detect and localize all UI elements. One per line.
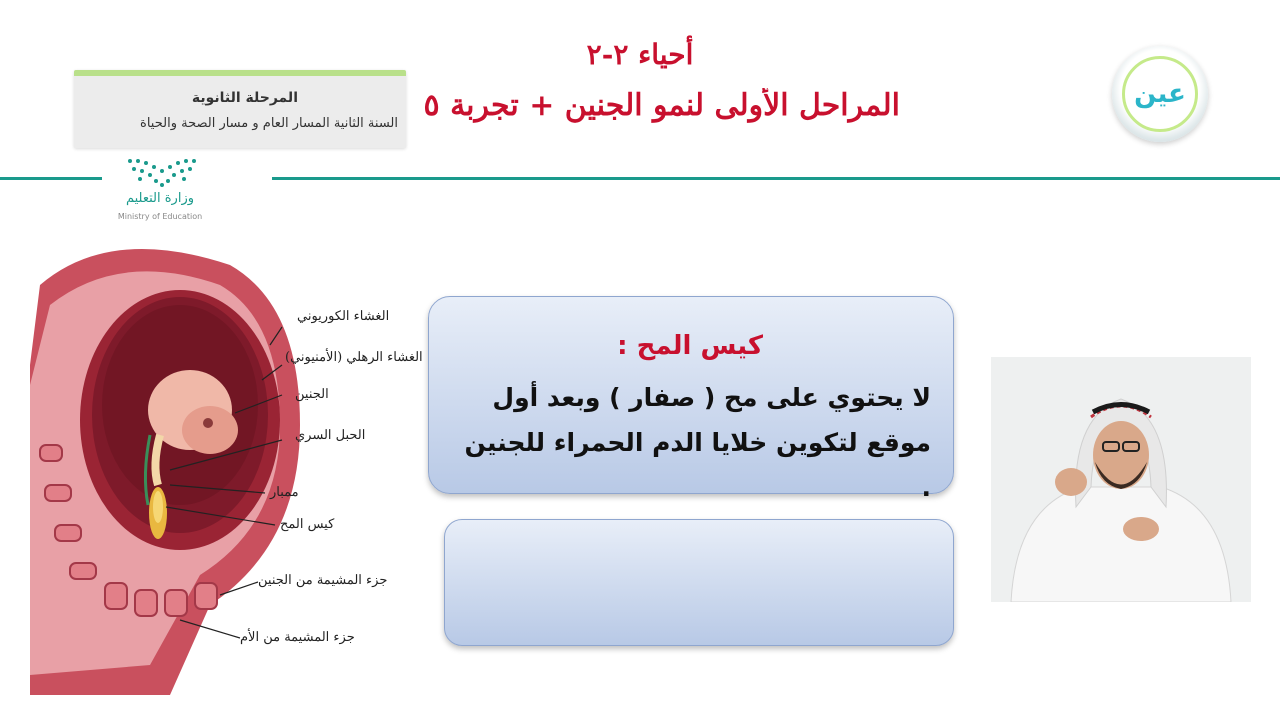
lesson-title: المراحل الأولى لنمو الجنين + تجربة ٥ — [423, 88, 900, 123]
definition-card — [428, 296, 954, 502]
label-yolk-sac: كيس المح — [280, 517, 335, 532]
stage-subtitle: السنة الثانية المسار العام و مسار الصحة والحياة — [140, 116, 398, 131]
ministry-emblem-icon — [110, 155, 210, 189]
card-body: لا يحتوي على مح ( صفار ) وبعد أول موقع لتكوين خلايا الدم الحمراء للجنين . — [464, 383, 931, 502]
embryo-diagram — [30, 245, 423, 695]
empty-card — [444, 519, 954, 646]
presenter-video — [991, 357, 1251, 602]
label-chorion: الغشاء الكوريوني — [297, 309, 390, 324]
card-title: كيس المح : — [617, 331, 763, 361]
ministry-name-ar: وزارة التعليم — [125, 191, 195, 206]
stage-card — [74, 70, 406, 148]
ministry-logo — [110, 155, 210, 225]
ministry-name-en: Ministry of Education — [117, 212, 203, 221]
label-embryo: الجنين — [295, 387, 329, 402]
divider-right — [272, 177, 1280, 180]
stage-title: المرحلة الثانوية — [191, 90, 298, 106]
label-amnion: الغشاء الرهلي (الأمنيوني) — [285, 350, 423, 365]
lesson-number: أحياء ٢-٢ — [586, 38, 694, 71]
label-embryonic-placenta: جزء المشيمة من الجنين — [258, 573, 388, 588]
divider-left — [0, 177, 102, 180]
channel-logo — [1112, 46, 1208, 142]
channel-logo-text: عين — [1134, 79, 1186, 109]
label-allantois: ممبار — [270, 485, 299, 500]
presenter-figure — [991, 357, 1251, 602]
label-umbilical-cord: الحبل السري — [295, 428, 366, 443]
label-maternal-placenta: جزء المشيمة من الأم — [240, 630, 355, 645]
